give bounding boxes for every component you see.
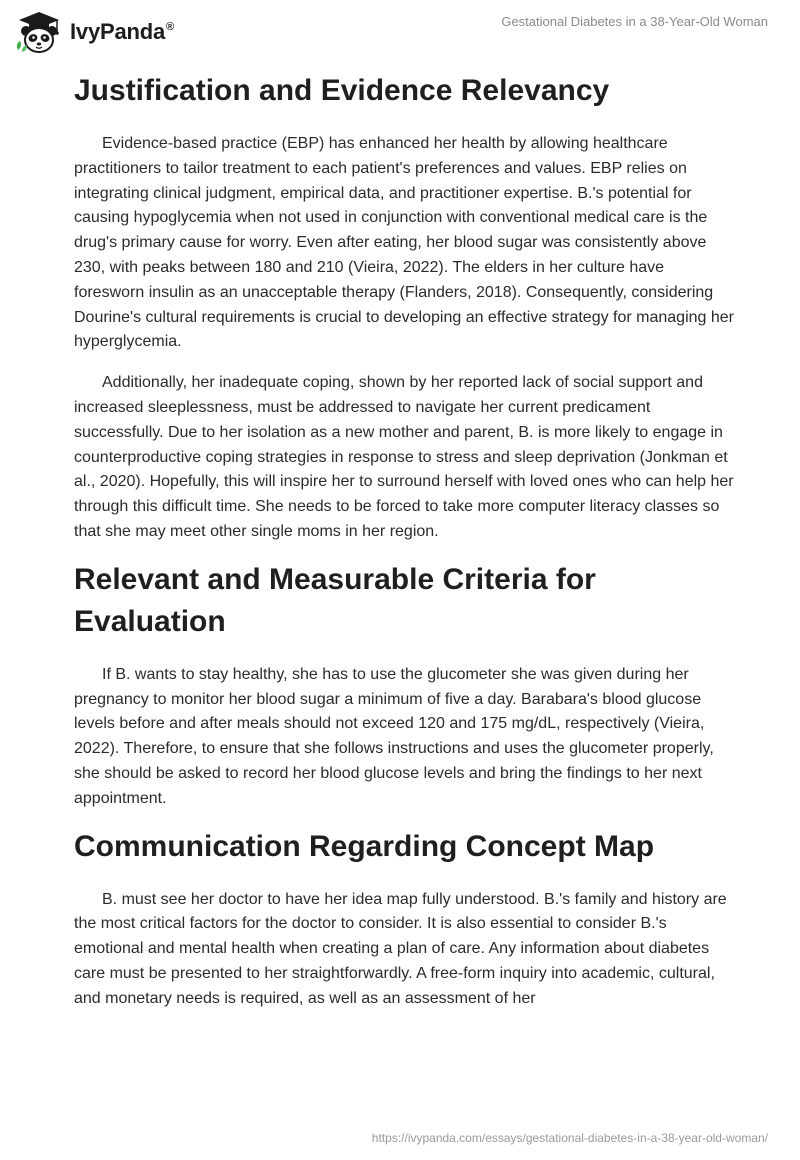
body-paragraph: Additionally, her inadequate coping, shown by her reported lack of social support and increased sleeplessness, must be addressed to navigate her current predicament successfully. Due to her isolation as a new mother and parent, B. is more likely to engage in counterproductive coping strategies in response to stress and sleep deprivation (Jonkman et al., 2020). Hopefully, this will inspire her to surround herself with loved ones who can help her through this difficult time. She needs to be forced to take more computer literacy classes so that she may meet other single moms in her region. (74, 374, 734, 540)
logo-text: IvyPanda® (70, 19, 174, 44)
page-header (0, 0, 800, 60)
registered-mark: ® (166, 21, 174, 33)
running-title: Gestational Diabetes in a 38-Year-Old Woman (501, 14, 768, 29)
section-heading: Communication Regarding Concept Map (74, 829, 655, 863)
source-url-link[interactable]: https://ivypanda.com/essays/gestational-diabetes-in-a-38-year-old-woman/ (371, 1131, 768, 1145)
section-heading: Justification and Evidence Relevancy (74, 74, 610, 107)
ivypanda-logo[interactable] (14, 10, 174, 56)
body-paragraph: B. must see her doctor to have her idea map fully understood. B.'s family and history are the most critical factors for the doctor to consider. It is also essential to consider B.'s emotional and mental health when creating a plan of care. Any information about diabetes care must be presented to her straightforwardly. A free-form inquiry into academic, cultural, and monetary needs is required, as well as an assessment of her (74, 890, 727, 1007)
essay-content (74, 70, 734, 1012)
body-paragraph: Evidence-based practice (EBP) has enhanced her health by allowing healthcare practitioners to tailor treatment to each patient's preferences and values. EBP relies on integrating clinical judgment, empirical data, and practitioner expertise. B.'s potential for causing hypoglycemia when not used in conjunction with conventional medical care is the drug's primary cause for worry. Even after eating, her blood sugar was consistently above 230, with peaks between 180 and 210 (Vieira, 2022). The elders in her culture have foresworn insulin as an unacceptable therapy (Flanders, 2018). Consequently, considering Dourine's cultural requirements is crucial to developing an effective strategy for managing her hyperglycemia. (74, 135, 734, 351)
body-paragraph: If B. wants to stay healthy, she has to use the glucometer she was given during her pregnancy to monitor her blood sugar a minimum of five a day. Barabara's blood glucose levels before and after meals should not exceed 120 and 175 mg/dL, respectively (Vieira, 2022). Therefore, to ensure that she follows instructions and uses the glucometer properly, she should be asked to record her blood glucose levels and bring the findings to her next appointment. (74, 665, 714, 807)
section-heading: Relevant and Measurable Criteria for Evaluation (74, 562, 596, 638)
panda-graduate-icon (14, 10, 64, 56)
